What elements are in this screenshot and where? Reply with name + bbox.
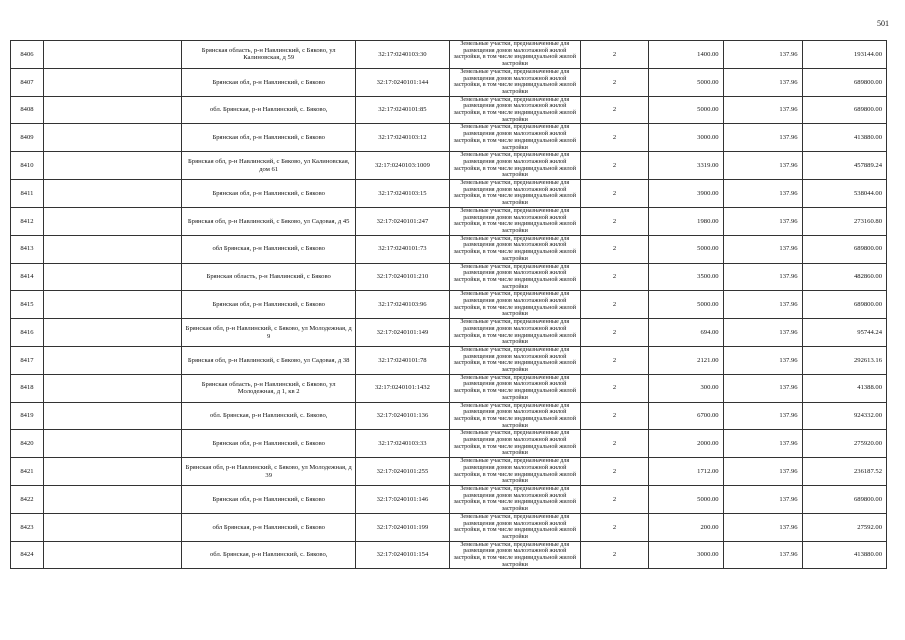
address-cell: Брянская обл, р-н Навлинский, с Бяково bbox=[182, 180, 356, 208]
cadastral-value-cell: 689800.00 bbox=[802, 235, 886, 263]
land-purpose-cell: Земельные участки, предназначенные для размещения домов малоэтажной жилой застройки, в том числе индивидуальной жилой застройки bbox=[449, 291, 581, 319]
row-number-cell: 8424 bbox=[11, 541, 44, 569]
cadastral-value-cell: 275920.00 bbox=[802, 430, 886, 458]
specific-value-cell: 137.96 bbox=[723, 541, 802, 569]
specific-value-cell: 137.96 bbox=[723, 291, 802, 319]
group-code-cell: 2 bbox=[581, 513, 649, 541]
land-purpose-cell: Земельные участки, предназначенные для размещения домов малоэтажной жилой застройки, в том числе индивидуальной жилой застройки bbox=[449, 263, 581, 291]
cadastral-number-cell: 32:17:0240101:199 bbox=[356, 513, 449, 541]
address-cell: Брянская область, р-н Навлинский, с Бяково bbox=[182, 263, 356, 291]
table-body bbox=[11, 41, 887, 569]
land-purpose-cell: Земельные участки, предназначенные для размещения домов малоэтажной жилой застройки, в том числе индивидуальной жилой застройки bbox=[449, 374, 581, 402]
specific-value-cell: 137.96 bbox=[723, 68, 802, 96]
group-code-cell: 2 bbox=[581, 124, 649, 152]
specific-value-cell: 137.96 bbox=[723, 207, 802, 235]
group-code-cell: 2 bbox=[581, 541, 649, 569]
cadastral-value-cell: 413880.00 bbox=[802, 541, 886, 569]
row-number-cell: 8414 bbox=[11, 263, 44, 291]
cadastral-value-cell: 95744.24 bbox=[802, 319, 886, 347]
row-number-cell: 8408 bbox=[11, 96, 44, 124]
address-cell: обл. Брянская, р-н Навлинский, с. Бяково, bbox=[182, 541, 356, 569]
cadastral-number-cell: 32:17:0240101:85 bbox=[356, 96, 449, 124]
table-row bbox=[11, 180, 887, 208]
cadastral-value-cell: 689800.00 bbox=[802, 291, 886, 319]
specific-value-cell: 137.96 bbox=[723, 374, 802, 402]
address-cell: обл. Брянская, р-н Навлинский, с. Бяково, bbox=[182, 402, 356, 430]
cadastral-value-cell: 538044.00 bbox=[802, 180, 886, 208]
address-cell: Брянская обл, р-н Навлинский, с Бяково, ул Садовая, д 45 bbox=[182, 207, 356, 235]
area-cell: 2121.00 bbox=[649, 346, 724, 374]
specific-value-cell: 137.96 bbox=[723, 124, 802, 152]
table-row bbox=[11, 263, 887, 291]
address-cell: Брянская область, р-н Навлинский, с Бяково, ул Калиновская, д 59 bbox=[182, 41, 356, 69]
cadastral-value-cell: 689800.00 bbox=[802, 68, 886, 96]
row-number-cell: 8421 bbox=[11, 458, 44, 486]
table-row bbox=[11, 319, 887, 347]
specific-value-cell: 137.96 bbox=[723, 430, 802, 458]
area-cell: 1712.00 bbox=[649, 458, 724, 486]
cadastral-number-cell: 32:17:0240103:33 bbox=[356, 430, 449, 458]
cadastral-number-cell: 32:17:0240101:1432 bbox=[356, 374, 449, 402]
specific-value-cell: 137.96 bbox=[723, 486, 802, 514]
row-number-cell: 8407 bbox=[11, 68, 44, 96]
empty-cell bbox=[43, 430, 181, 458]
address-cell: Брянская обл, р-н Навлинский, с Бяково bbox=[182, 291, 356, 319]
page-number: 501 bbox=[877, 19, 889, 28]
group-code-cell: 2 bbox=[581, 235, 649, 263]
empty-cell bbox=[43, 319, 181, 347]
specific-value-cell: 137.96 bbox=[723, 180, 802, 208]
cadastral-number-cell: 32:17:0240103:12 bbox=[356, 124, 449, 152]
area-cell: 3500.00 bbox=[649, 263, 724, 291]
cadastral-number-cell: 32:17:0240101:210 bbox=[356, 263, 449, 291]
area-cell: 3319.00 bbox=[649, 152, 724, 180]
table-row bbox=[11, 96, 887, 124]
area-cell: 3900.00 bbox=[649, 180, 724, 208]
cadastral-number-cell: 32:17:0240101:146 bbox=[356, 486, 449, 514]
address-cell: обл Брянская, р-н Навлинский, с Бяково bbox=[182, 513, 356, 541]
group-code-cell: 2 bbox=[581, 207, 649, 235]
cadastral-number-cell: 32:17:0240103:1009 bbox=[356, 152, 449, 180]
row-number-cell: 8410 bbox=[11, 152, 44, 180]
land-purpose-cell: Земельные участки, предназначенные для размещения домов малоэтажной жилой застройки, в том числе индивидуальной жилой застройки bbox=[449, 486, 581, 514]
empty-cell bbox=[43, 513, 181, 541]
land-purpose-cell: Земельные участки, предназначенные для размещения домов малоэтажной жилой застройки, в том числе индивидуальной жилой застройки bbox=[449, 207, 581, 235]
cadastral-number-cell: 32:17:0240101:149 bbox=[356, 319, 449, 347]
row-number-cell: 8409 bbox=[11, 124, 44, 152]
empty-cell bbox=[43, 486, 181, 514]
group-code-cell: 2 bbox=[581, 68, 649, 96]
land-purpose-cell: Земельные участки, предназначенные для размещения домов малоэтажной жилой застройки, в том числе индивидуальной жилой застройки bbox=[449, 41, 581, 69]
land-purpose-cell: Земельные участки, предназначенные для размещения домов малоэтажной жилой застройки, в том числе индивидуальной жилой застройки bbox=[449, 319, 581, 347]
empty-cell bbox=[43, 96, 181, 124]
land-purpose-cell: Земельные участки, предназначенные для размещения домов малоэтажной жилой застройки, в том числе индивидуальной жилой застройки bbox=[449, 458, 581, 486]
empty-cell bbox=[43, 291, 181, 319]
area-cell: 5000.00 bbox=[649, 486, 724, 514]
group-code-cell: 2 bbox=[581, 486, 649, 514]
table-row bbox=[11, 68, 887, 96]
address-cell: обл Брянская, р-н Навлинский, с Бяково bbox=[182, 235, 356, 263]
empty-cell bbox=[43, 263, 181, 291]
group-code-cell: 2 bbox=[581, 430, 649, 458]
table-row bbox=[11, 124, 887, 152]
table-row bbox=[11, 374, 887, 402]
empty-cell bbox=[43, 374, 181, 402]
empty-cell bbox=[43, 346, 181, 374]
table-row bbox=[11, 402, 887, 430]
area-cell: 1980.00 bbox=[649, 207, 724, 235]
group-code-cell: 2 bbox=[581, 402, 649, 430]
cadastral-value-cell: 236187.52 bbox=[802, 458, 886, 486]
cadastral-value-cell: 41388.00 bbox=[802, 374, 886, 402]
area-cell: 5000.00 bbox=[649, 291, 724, 319]
empty-cell bbox=[43, 207, 181, 235]
address-cell: Брянская обл, р-н Навлинский, с Бяково bbox=[182, 124, 356, 152]
area-cell: 5000.00 bbox=[649, 96, 724, 124]
table-row bbox=[11, 541, 887, 569]
cadastral-number-cell: 32:17:0240101:78 bbox=[356, 346, 449, 374]
land-purpose-cell: Земельные участки, предназначенные для размещения домов малоэтажной жилой застройки, в том числе индивидуальной жилой застройки bbox=[449, 68, 581, 96]
specific-value-cell: 137.96 bbox=[723, 41, 802, 69]
cadastral-number-cell: 32:17:0240101:136 bbox=[356, 402, 449, 430]
land-registry-table bbox=[10, 40, 887, 569]
address-cell: Брянская обл, р-н Навлинский, с Бяково bbox=[182, 68, 356, 96]
land-purpose-cell: Земельные участки, предназначенные для размещения домов малоэтажной жилой застройки, в том числе индивидуальной жилой застройки bbox=[449, 124, 581, 152]
cadastral-value-cell: 689800.00 bbox=[802, 96, 886, 124]
cadastral-value-cell: 689800.00 bbox=[802, 486, 886, 514]
empty-cell bbox=[43, 402, 181, 430]
land-purpose-cell: Земельные участки, предназначенные для размещения домов малоэтажной жилой застройки, в том числе индивидуальной жилой застройки bbox=[449, 346, 581, 374]
specific-value-cell: 137.96 bbox=[723, 402, 802, 430]
cadastral-value-cell: 27592.00 bbox=[802, 513, 886, 541]
row-number-cell: 8406 bbox=[11, 41, 44, 69]
cadastral-number-cell: 32:17:0240101:247 bbox=[356, 207, 449, 235]
land-purpose-cell: Земельные участки, предназначенные для размещения домов малоэтажной жилой застройки, в том числе индивидуальной жилой застройки bbox=[449, 513, 581, 541]
group-code-cell: 2 bbox=[581, 96, 649, 124]
land-purpose-cell: Земельные участки, предназначенные для размещения домов малоэтажной жилой застройки, в том числе индивидуальной жилой застройки bbox=[449, 235, 581, 263]
row-number-cell: 8422 bbox=[11, 486, 44, 514]
land-purpose-cell: Земельные участки, предназначенные для размещения домов малоэтажной жилой застройки, в том числе индивидуальной жилой застройки bbox=[449, 152, 581, 180]
empty-cell bbox=[43, 41, 181, 69]
empty-cell bbox=[43, 68, 181, 96]
area-cell: 300.00 bbox=[649, 374, 724, 402]
row-number-cell: 8420 bbox=[11, 430, 44, 458]
row-number-cell: 8415 bbox=[11, 291, 44, 319]
cadastral-number-cell: 32:17:0240101:154 bbox=[356, 541, 449, 569]
specific-value-cell: 137.96 bbox=[723, 346, 802, 374]
area-cell: 694.00 bbox=[649, 319, 724, 347]
empty-cell bbox=[43, 152, 181, 180]
cadastral-number-cell: 32:17:0240103:15 bbox=[356, 180, 449, 208]
specific-value-cell: 137.96 bbox=[723, 513, 802, 541]
table-row bbox=[11, 346, 887, 374]
table-row bbox=[11, 458, 887, 486]
specific-value-cell: 137.96 bbox=[723, 319, 802, 347]
area-cell: 2000.00 bbox=[649, 430, 724, 458]
address-cell: Брянская обл, р-н Навлинский, с Бяково, ул Садовая, д 38 bbox=[182, 346, 356, 374]
land-purpose-cell: Земельные участки, предназначенные для размещения домов малоэтажной жилой застройки, в том числе индивидуальной жилой застройки bbox=[449, 430, 581, 458]
cadastral-value-cell: 413880.00 bbox=[802, 124, 886, 152]
area-cell: 3000.00 bbox=[649, 124, 724, 152]
group-code-cell: 2 bbox=[581, 374, 649, 402]
cadastral-value-cell: 193144.00 bbox=[802, 41, 886, 69]
group-code-cell: 2 bbox=[581, 180, 649, 208]
group-code-cell: 2 bbox=[581, 291, 649, 319]
land-purpose-cell: Земельные участки, предназначенные для размещения домов малоэтажной жилой застройки, в том числе индивидуальной жилой застройки bbox=[449, 402, 581, 430]
area-cell: 5000.00 bbox=[649, 68, 724, 96]
group-code-cell: 2 bbox=[581, 319, 649, 347]
area-cell: 1400.00 bbox=[649, 41, 724, 69]
specific-value-cell: 137.96 bbox=[723, 152, 802, 180]
land-purpose-cell: Земельные участки, предназначенные для размещения домов малоэтажной жилой застройки, в том числе индивидуальной жилой застройки bbox=[449, 96, 581, 124]
cadastral-number-cell: 32:17:0240101:255 bbox=[356, 458, 449, 486]
table-row bbox=[11, 41, 887, 69]
group-code-cell: 2 bbox=[581, 263, 649, 291]
address-cell: Брянская обл, р-н Навлинский, с Бяково bbox=[182, 486, 356, 514]
group-code-cell: 2 bbox=[581, 458, 649, 486]
table-row bbox=[11, 486, 887, 514]
row-number-cell: 8411 bbox=[11, 180, 44, 208]
empty-cell bbox=[43, 235, 181, 263]
land-purpose-cell: Земельные участки, предназначенные для размещения домов малоэтажной жилой застройки, в том числе индивидуальной жилой застройки bbox=[449, 180, 581, 208]
address-cell: Брянская обл, р-н Навлинский, с Бяково, ул Молодежная, д 9 bbox=[182, 319, 356, 347]
empty-cell bbox=[43, 541, 181, 569]
specific-value-cell: 137.96 bbox=[723, 235, 802, 263]
land-purpose-cell: Земельные участки, предназначенные для размещения домов малоэтажной жилой застройки, в том числе индивидуальной жилой застройки bbox=[449, 541, 581, 569]
area-cell: 200.00 bbox=[649, 513, 724, 541]
group-code-cell: 2 bbox=[581, 152, 649, 180]
address-cell: Брянская обл, р-н Навлинский, с Бяково bbox=[182, 430, 356, 458]
address-cell: Брянская обл, р-н Навлинский, с Бяково, ул Калиновская, дом 61 bbox=[182, 152, 356, 180]
group-code-cell: 2 bbox=[581, 41, 649, 69]
area-cell: 3000.00 bbox=[649, 541, 724, 569]
row-number-cell: 8412 bbox=[11, 207, 44, 235]
empty-cell bbox=[43, 458, 181, 486]
specific-value-cell: 137.96 bbox=[723, 263, 802, 291]
specific-value-cell: 137.96 bbox=[723, 96, 802, 124]
cadastral-number-cell: 32:17:0240101:144 bbox=[356, 68, 449, 96]
table-row bbox=[11, 235, 887, 263]
empty-cell bbox=[43, 180, 181, 208]
address-cell: обл. Брянская, р-н Навлинский, с. Бяково, bbox=[182, 96, 356, 124]
table-row bbox=[11, 152, 887, 180]
cadastral-value-cell: 924332.00 bbox=[802, 402, 886, 430]
cadastral-number-cell: 32:17:0240101:73 bbox=[356, 235, 449, 263]
row-number-cell: 8419 bbox=[11, 402, 44, 430]
cadastral-value-cell: 457889.24 bbox=[802, 152, 886, 180]
table-row bbox=[11, 430, 887, 458]
table-row bbox=[11, 513, 887, 541]
empty-cell bbox=[43, 124, 181, 152]
cadastral-value-cell: 482860.00 bbox=[802, 263, 886, 291]
table-row bbox=[11, 291, 887, 319]
row-number-cell: 8417 bbox=[11, 346, 44, 374]
specific-value-cell: 137.96 bbox=[723, 458, 802, 486]
cadastral-value-cell: 273160.80 bbox=[802, 207, 886, 235]
cadastral-value-cell: 292613.16 bbox=[802, 346, 886, 374]
row-number-cell: 8423 bbox=[11, 513, 44, 541]
table-row bbox=[11, 207, 887, 235]
address-cell: Брянская обл, р-н Навлинский, с Бяково, ул Молодежная, д 39 bbox=[182, 458, 356, 486]
area-cell: 6700.00 bbox=[649, 402, 724, 430]
group-code-cell: 2 bbox=[581, 346, 649, 374]
address-cell: Брянская область, р-н Навлинский, с Бяково, ул Молодежная, д 1, кв 2 bbox=[182, 374, 356, 402]
area-cell: 5000.00 bbox=[649, 235, 724, 263]
cadastral-number-cell: 32:17:0240103:96 bbox=[356, 291, 449, 319]
cadastral-number-cell: 32:17:0240103:30 bbox=[356, 41, 449, 69]
row-number-cell: 8418 bbox=[11, 374, 44, 402]
row-number-cell: 8413 bbox=[11, 235, 44, 263]
row-number-cell: 8416 bbox=[11, 319, 44, 347]
